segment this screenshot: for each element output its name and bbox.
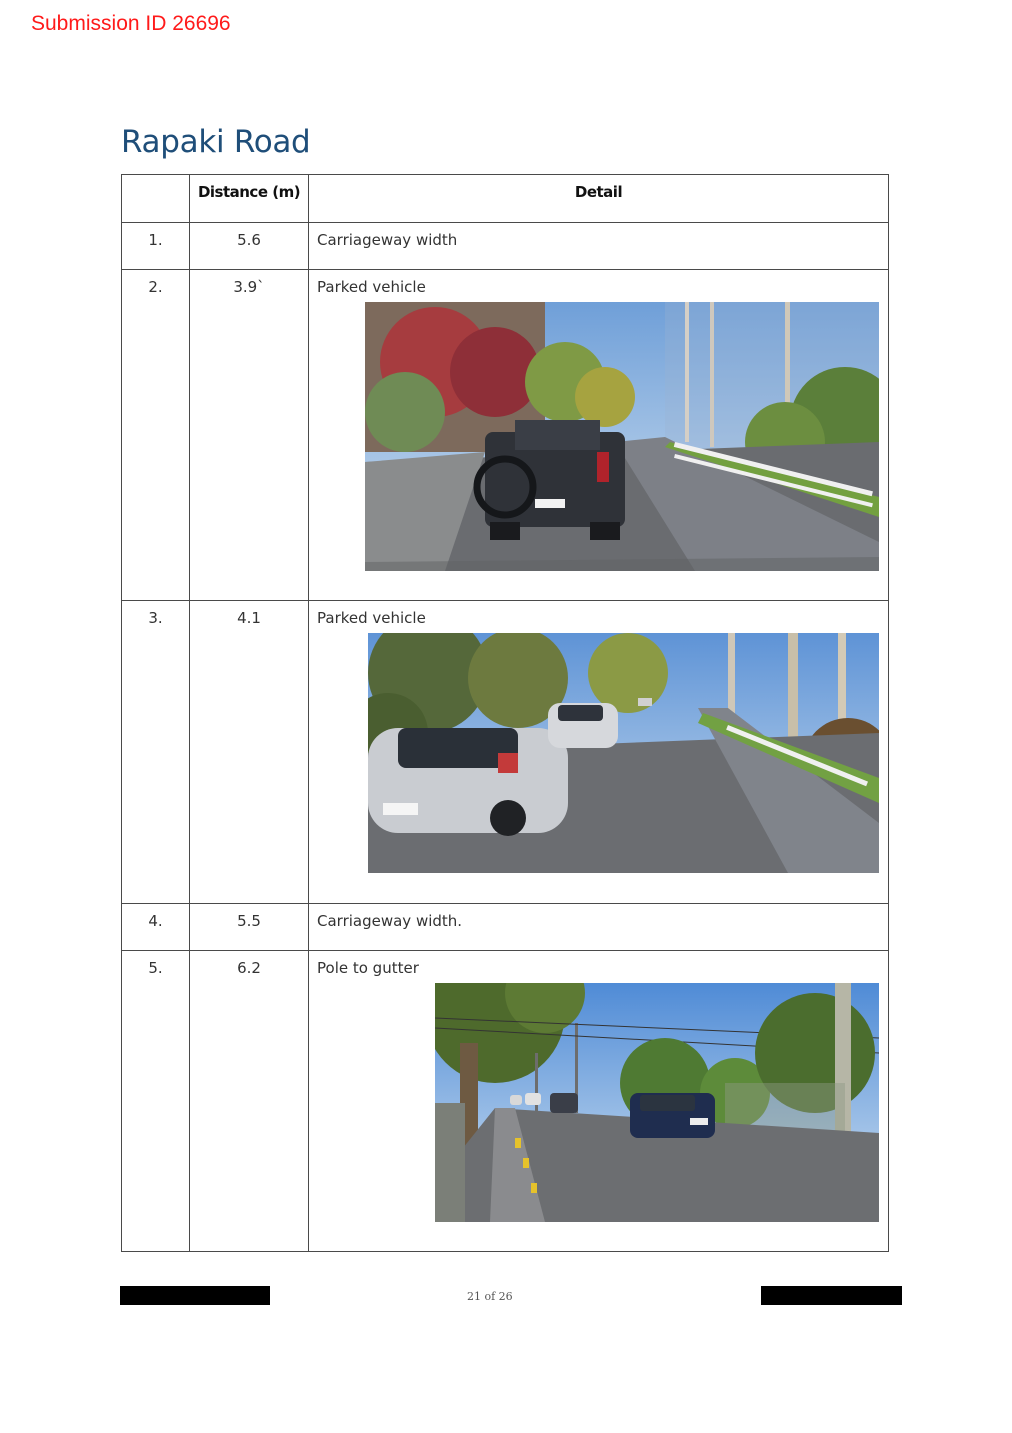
row-number: 4. <box>122 904 190 951</box>
row-detail-text: Carriageway width <box>317 231 458 249</box>
row-detail-text: Parked vehicle <box>317 609 426 627</box>
row-number: 1. <box>122 223 190 270</box>
row-distance: 3.9` <box>190 270 309 601</box>
row-detail-text: Parked vehicle <box>317 278 426 296</box>
parked-ute-photo <box>365 302 879 571</box>
footer-redaction-right <box>761 1286 902 1305</box>
table-header-row <box>122 175 889 223</box>
row-detail <box>309 951 889 1252</box>
row-detail <box>309 223 889 270</box>
parked-hatchback-photo <box>368 633 879 873</box>
row-detail <box>309 270 889 601</box>
row-number: 2. <box>122 270 190 601</box>
table-row <box>122 223 889 270</box>
column-header-number <box>122 175 190 223</box>
row-number: 3. <box>122 601 190 904</box>
column-header-distance: Distance (m) <box>190 175 309 223</box>
row-number: 5. <box>122 951 190 1252</box>
row-detail-text: Carriageway width. <box>317 912 463 930</box>
measurements-table <box>121 174 889 1252</box>
row-detail <box>309 904 889 951</box>
table-row <box>122 601 889 904</box>
table-row <box>122 270 889 601</box>
table-row <box>122 951 889 1252</box>
page-title: Rapaki Road <box>121 124 311 160</box>
column-header-detail: Detail <box>309 175 889 223</box>
table-row <box>122 904 889 951</box>
row-detail-text: Pole to gutter <box>317 959 419 977</box>
submission-id: Submission ID 26696 <box>31 12 231 35</box>
row-distance: 5.5 <box>190 904 309 951</box>
row-distance: 4.1 <box>190 601 309 904</box>
row-distance: 5.6 <box>190 223 309 270</box>
row-detail <box>309 601 889 904</box>
page-number: 21 of 26 <box>467 1290 513 1303</box>
row-distance: 6.2 <box>190 951 309 1252</box>
footer-redaction-left <box>120 1286 270 1305</box>
pole-to-gutter-photo <box>435 983 879 1222</box>
